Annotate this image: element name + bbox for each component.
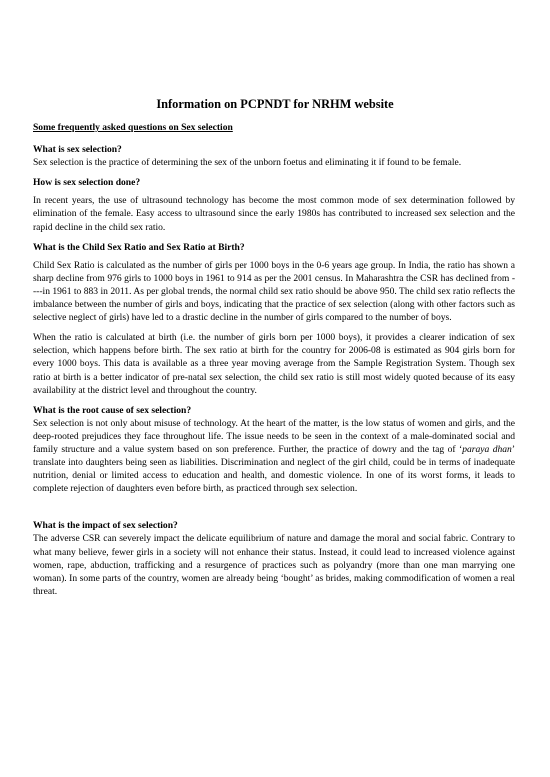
answer-text-italic: paraya dhan [462,443,512,455]
faq-subtitle: Some frequently asked questions on Sex selection [33,122,233,133]
question-heading: How is sex selection done? [33,177,141,189]
answer-paragraph: Sex selection is the practice of determining the sex of the unborn foetus and eliminating it if found to be female. [33,157,462,169]
answer-text-post: ’ translate into daughters being seen as liabilities. Discrimination and neglect of the girl child, could be in terms of inadequate nutrition, denial or limited access to education and health, and domestic violence. In one of its worst forms, it leads to complete rejection of daughters even before birth, as practiced through sex selection. [33,443,515,495]
question-heading: What is the impact of sex selection? [33,520,178,532]
question-heading: What is the Child Sex Ratio and Sex Ratio at Birth? [33,241,245,253]
answer-paragraph: In recent years, the use of ultrasound technology has become the most common mode of sex determination followed by elimination of the female. Easy access to ultrasound since the early 1980s has contributed to increased sex selection and the rapid decline in the child sex ratio. [33,195,515,233]
answer-paragraph: The adverse CSR can severely impact the delicate equilibrium of nature and damage the moral and social fabric. Contrary to what many believe, fewer girls in a society will not enhance their status. Instead, it could lead to increased violence against women, rape, abduction, trafficking and a resurgence of practices such as polyandry (more than one man marrying one woman). In some parts of the country, women are already being ‘bought’ as brides, making commodification of women a real threat. [33,533,515,597]
answer-text-pre: Sex selection is not only about misuse of technology. At the heart of the matter, is the low status of women and girls, and the deep-rooted prejudices they face throughout life. The issue needs to be seen in the context of a male-dominated social and family structure and a value system based on son preference. Further, the practice of dowry and the tag of ‘ [33,417,515,455]
question-heading: What is the root cause of sex selection? [33,404,192,416]
document-title: Information on PCPNDT for NRHM website [156,97,394,111]
answer-paragraph: Child Sex Ratio is calculated as the number of girls per 1000 boys in the 0-6 years age group. In India, the ratio has shown a sharp decline from 976 girls to 1000 boys in 1961 to 914 as per the 2001 census. In Maharashtra the CSR has declined from ----in 1961 to 883 in 2011. As per global trends, the normal child sex ratio should be above 950. The child sex ratio reflects the imbalance between the number of girls and boys, indicating that the practice of sex selection (along with other factors such as selective neglect of girls) have led to a drastic decline in the number of girls compared to the number of boys. [33,259,515,324]
document-body [33,121,515,598]
question-heading: What is sex selection? [33,144,122,156]
answer-paragraph [33,417,515,496]
answer-paragraph: When the ratio is calculated at birth (i.e. the number of girls born per 1000 boys), it provides a clearer indication of sex selection, which happens before birth. The sex ratio at birth for the country for 2006-08 is estimated as 904 girls born for every 1000 boys. This data is available as a three year moving average from the Sample Registration System. Though sex ratio at birth is a better indicator of pre-natal sex selection, the child sex ratio is still most widely quoted because of its easy availability at the district level and throughout the country. [33,332,515,396]
